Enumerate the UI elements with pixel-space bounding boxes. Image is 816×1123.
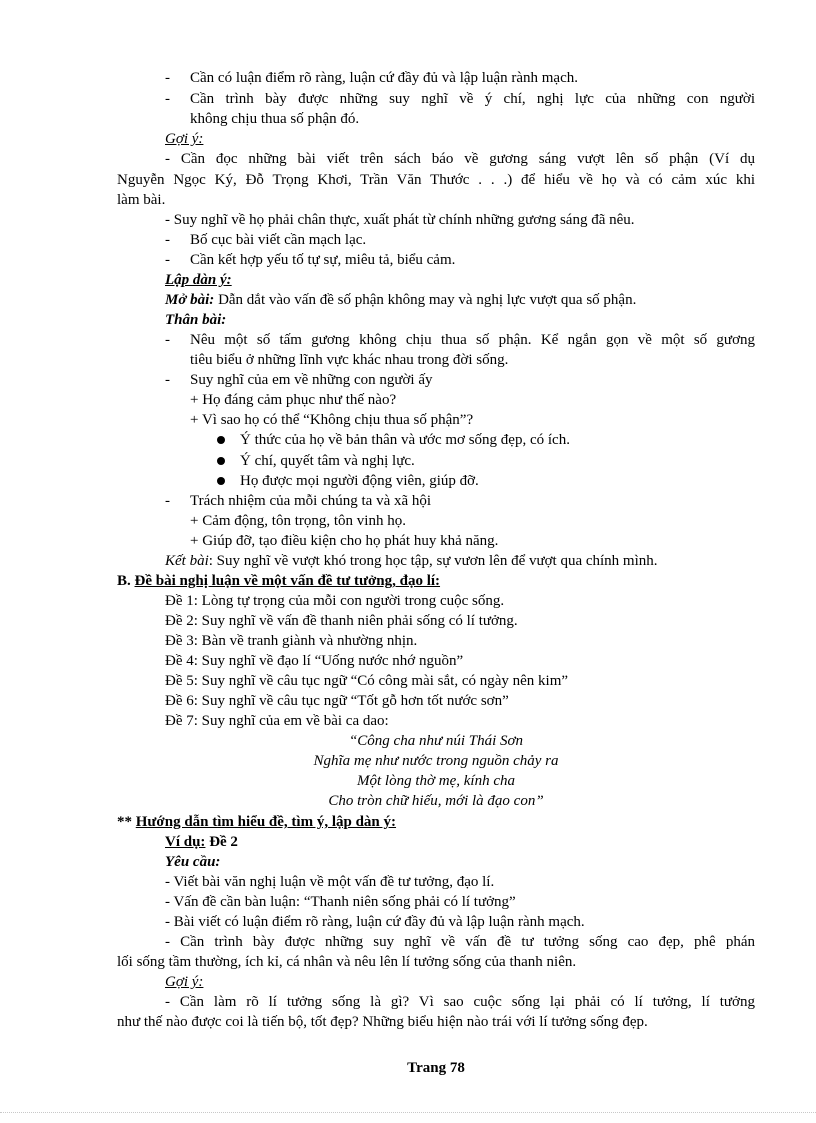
dash-marker: -: [165, 70, 170, 86]
example-label: Ví dụ:: [165, 834, 206, 850]
sub-point: + Cảm động, tôn trọng, tôn vinh họ.: [190, 513, 406, 529]
topic-item: Đề 1: Lòng tự trọng của mỗi con người trong cuộc sống.: [165, 593, 505, 609]
hint-line: - Suy nghĩ về họ phải chân thực, xuất phát từ chính những gương sáng đã nêu.: [165, 212, 635, 228]
bullet-point: Ý thức của họ về bản thân và ước mơ sống đẹp, có ích.: [240, 432, 570, 448]
poem-line: Nghĩa mẹ như nước trong nguồn chảy ra: [313, 753, 559, 769]
conclusion-text: : Suy nghĩ về vượt khó trong học tập, sự vươn lên để vượt qua chính mình.: [208, 553, 658, 569]
intro-text: Dẫn dắt vào vấn đề số phận không may và nghị lực vượt qua số phận.: [214, 292, 637, 308]
topic-item: Đề 4: Suy nghĩ về đạo lí “Uống nước nhớ nguồn”: [165, 653, 464, 669]
poem-line: “Công cha như núi Thái Sơn: [348, 733, 524, 749]
body-point: Suy nghĩ của em về những con người ấy: [190, 372, 433, 388]
section-heading: [117, 571, 440, 591]
hint-line: Bố cục bài viết cần mạch lạc.: [190, 232, 367, 248]
dash-marker: -: [165, 91, 170, 107]
body-label: Thân bài:: [165, 312, 227, 328]
guide-heading: [117, 812, 396, 832]
hint-line: - Cần làm rõ lí tưởng sống là gì? Vì sao cuộc sống lại phải có lí tưởng, lí tưởng: [165, 994, 755, 1010]
dash-marker: -: [165, 493, 170, 509]
dash-marker: -: [165, 372, 170, 388]
poem-line: Một lòng thờ mẹ, kính cha: [357, 773, 515, 789]
conclusion-label: Kết bài: [165, 553, 209, 569]
topic-item: Đề 7: Suy nghĩ của em về bài ca dao:: [165, 713, 389, 729]
poem-line: Cho tròn chữ hiếu, mới là đạo con”: [328, 793, 544, 809]
guide-prefix: **: [117, 814, 136, 830]
requirements-label: Yêu cầu:: [165, 854, 221, 870]
topic-item: Đề 5: Suy nghĩ về câu tục ngữ “Có công mài sắt, có ngày nên kim”: [165, 673, 569, 689]
intro-label: Mở bài:: [165, 292, 215, 308]
topic-item: Đề 3: Bàn về tranh giành và nhường nhịn.: [165, 633, 418, 649]
requirement-line: lối sống tầm thường, ích kỉ, cá nhân và nêu lên lí tưởng sống của thanh niên.: [117, 954, 577, 970]
conclusion-line: [165, 551, 658, 571]
hint-line: Nguyễn Ngọc Ký, Đỗ Trọng Khơi, Trần Văn Thước . . .) để hiểu về họ và có cảm xúc khi: [117, 172, 755, 188]
body-point: tiêu biểu ở những lĩnh vực khác nhau trong đời sống.: [190, 352, 509, 368]
hint-line: làm bài.: [117, 192, 166, 208]
bullet-icon: [217, 477, 225, 485]
section-prefix: B.: [117, 573, 135, 589]
requirement-line: không chịu thua số phận đó.: [190, 111, 360, 127]
hint-line: như thế nào được coi là tiến bộ, tốt đẹp? Những biểu hiện nào trái với lí tưởng sống đẹp.: [117, 1014, 648, 1030]
dash-marker: -: [165, 232, 170, 248]
bullet-point: Họ được mọi người động viên, giúp đỡ.: [240, 473, 479, 489]
topic-item: Đề 2: Suy nghĩ về vấn đề thanh niên phải sống có lí tưởng.: [165, 613, 518, 629]
example-text: Đề 2: [205, 834, 238, 850]
dash-marker: -: [165, 332, 170, 348]
dash-marker: -: [165, 252, 170, 268]
requirement-line: - Cần trình bày được những suy nghĩ về vấn đề tư tưởng sống cao đẹp, phê phán: [165, 934, 755, 950]
intro-line: [165, 290, 636, 310]
guide-title: Hướng dẫn tìm hiểu đề, tìm ý, lập dàn ý:: [135, 814, 397, 830]
bullet-icon: [217, 457, 225, 465]
requirement-line: - Viết bài văn nghị luận về một vấn đề tư tưởng, đạo lí.: [165, 874, 495, 890]
requirement-line: Cần trình bày được những suy nghĩ về ý chí, nghị lực của những con người: [190, 91, 755, 107]
page-bottom-divider: [0, 1112, 816, 1113]
body-point: Nêu một số tấm gương không chịu thua số phận. Kể ngắn gọn về một số gương: [190, 332, 755, 348]
topic-item: Đề 6: Suy nghĩ về câu tục ngữ “Tốt gỗ hơn tốt nước sơn”: [165, 693, 509, 709]
sub-point: + Vì sao họ có thể “Không chịu thua số phận”?: [190, 412, 474, 428]
page-number: Trang 78: [407, 1060, 465, 1076]
requirement-line: Cần có luận điểm rõ ràng, luận cứ đầy đủ và lập luận rành mạch.: [190, 70, 579, 86]
section-title: Đề bài nghị luận về một vấn đề tư tưởng, đạo lí:: [134, 573, 441, 589]
bullet-icon: [217, 436, 225, 444]
hint-line: Cần kết hợp yếu tố tự sự, miêu tả, biểu cảm.: [190, 252, 456, 268]
requirement-line: - Vấn đề cần bàn luận: “Thanh niên sống phải có lí tưởng”: [165, 894, 516, 910]
outline-label: Lập dàn ý:: [165, 272, 232, 288]
sub-point: + Họ đáng cảm phục như thế nào?: [190, 392, 397, 408]
requirement-line: - Bài viết có luận điểm rõ ràng, luận cứ đầy đủ và lập luận rành mạch.: [165, 914, 585, 930]
example-line: [165, 832, 238, 852]
sub-point: + Giúp đỡ, tạo điều kiện cho họ phát huy khả năng.: [190, 533, 499, 549]
hint-label: Gợi ý:: [165, 131, 204, 147]
hint-label: Gợi ý:: [165, 974, 204, 990]
hint-line: - Cần đọc những bài viết trên sách báo về gương sáng vượt lên số phận (Ví dụ: [165, 151, 755, 167]
bullet-point: Ý chí, quyết tâm và nghị lực.: [240, 453, 415, 469]
body-point: Trách nhiệm của mỗi chúng ta và xã hội: [190, 493, 432, 509]
